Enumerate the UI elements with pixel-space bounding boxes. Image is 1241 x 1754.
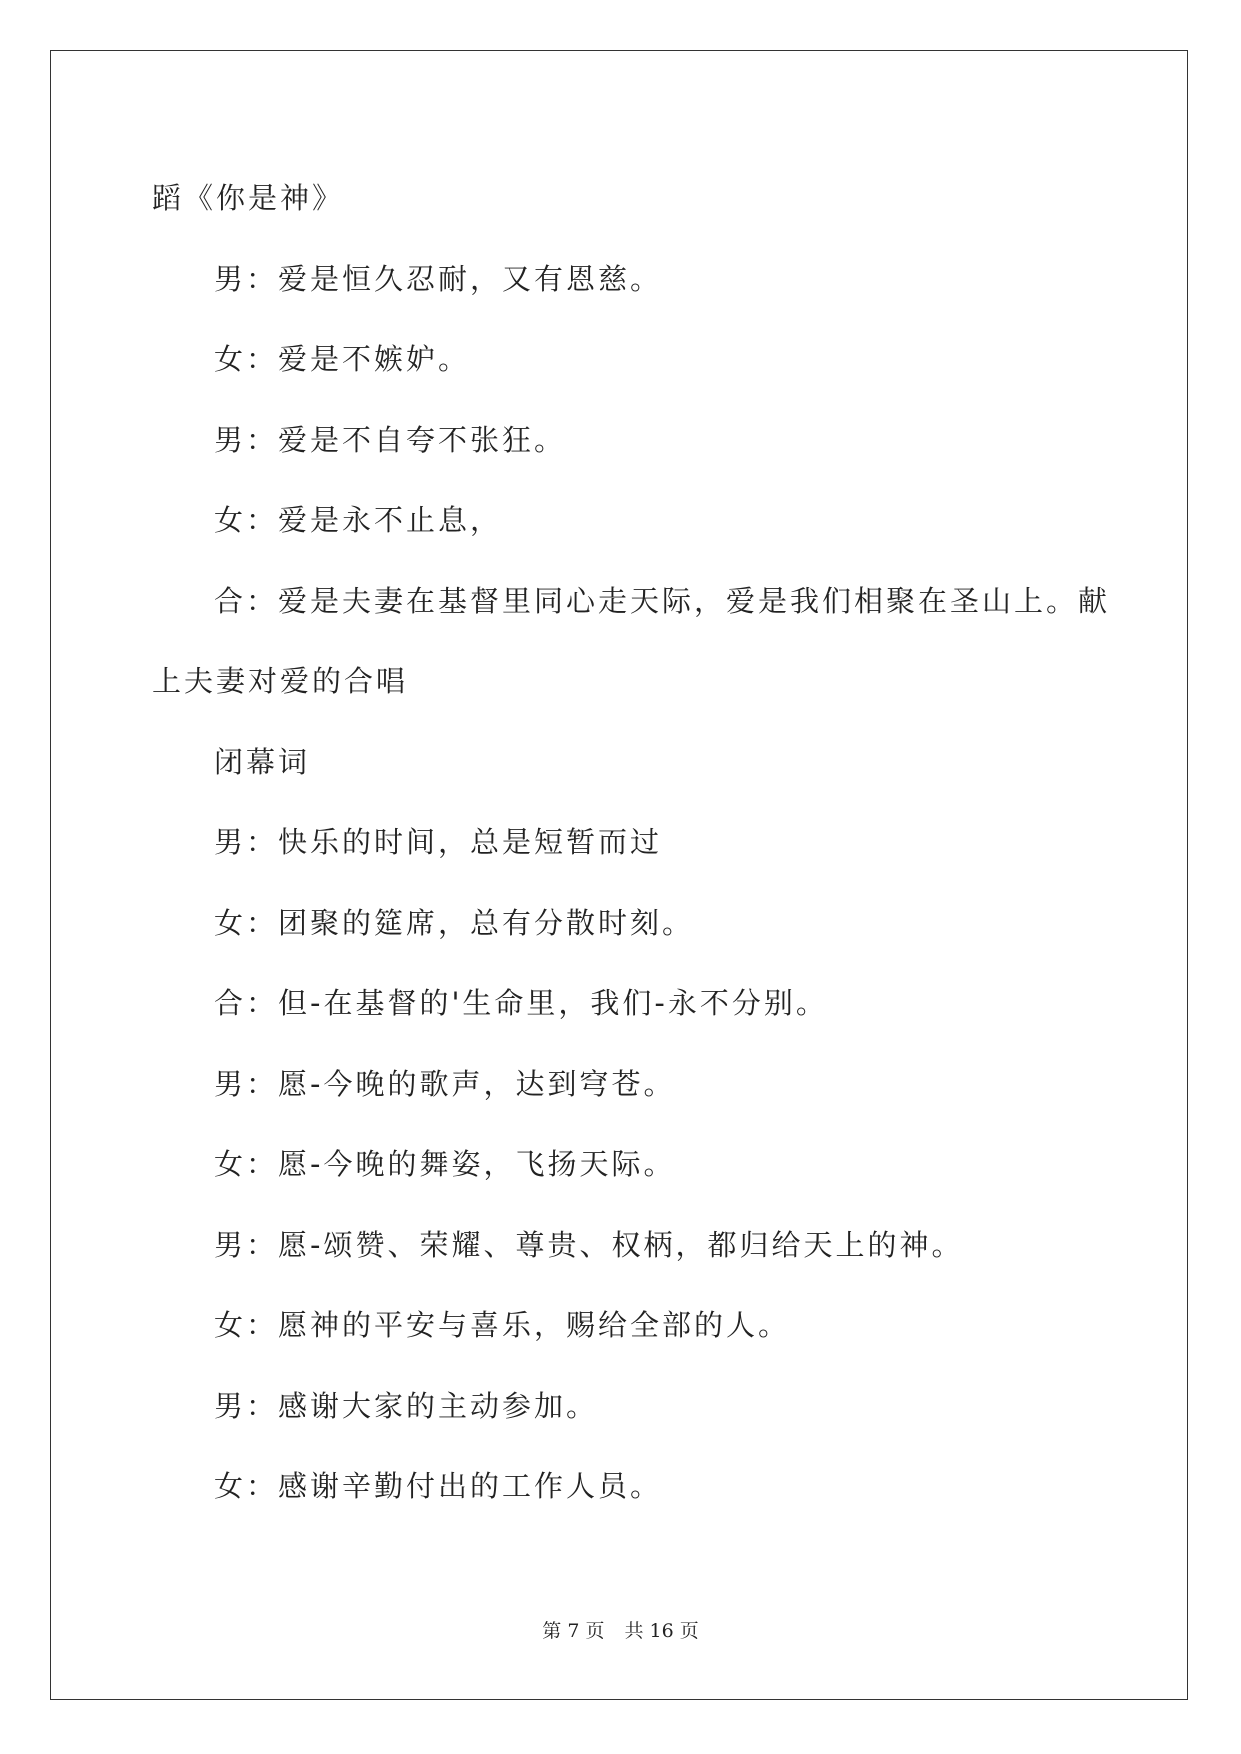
document-body	[152, 158, 1111, 1527]
text-line: 女：爱是不嫉妒。	[214, 342, 471, 376]
text-line: 女：爱是永不止息，	[214, 503, 503, 537]
section-heading: 闭幕词	[214, 744, 311, 779]
page-number: 第 7 页	[542, 1620, 605, 1642]
text-line: 蹈《你是神》	[152, 181, 345, 215]
page-total: 共 16 页	[624, 1620, 699, 1642]
text-line: 男：愿-颂赞、荣耀、尊贵、权柄，都归给天上的神。	[214, 1227, 964, 1262]
page-footer	[0, 1616, 1241, 1643]
text-line: 女：愿-今晚的舞姿，飞扬天际。	[214, 1147, 676, 1181]
text-line: 女：感谢辛勤付出的工作人员。	[214, 1469, 663, 1503]
text-line: 男：快乐的时间，总是短暂而过	[214, 825, 663, 859]
text-line: 上夫妻对爱的合唱	[152, 664, 409, 698]
text-line: 女：愿神的平安与喜乐，赐给全部的人。	[214, 1308, 791, 1342]
text-line: 合：但-在基督的'生命里，我们-永不分别。	[214, 986, 828, 1020]
text-line: 男：爱是恒久忍耐，又有恩慈。	[214, 261, 663, 296]
text-line: 男：爱是不自夸不张狂。	[214, 422, 567, 457]
text-line: 男：愿-今晚的歌声，达到穹苍。	[214, 1066, 676, 1101]
text-line: 合：爱是夫妻在基督里同心走天际，爱是我们相聚在圣山上。献	[214, 583, 1111, 618]
text-line: 女：团聚的筵席，总有分散时刻。	[214, 905, 695, 940]
text-line: 男：感谢大家的主动参加。	[214, 1388, 599, 1423]
